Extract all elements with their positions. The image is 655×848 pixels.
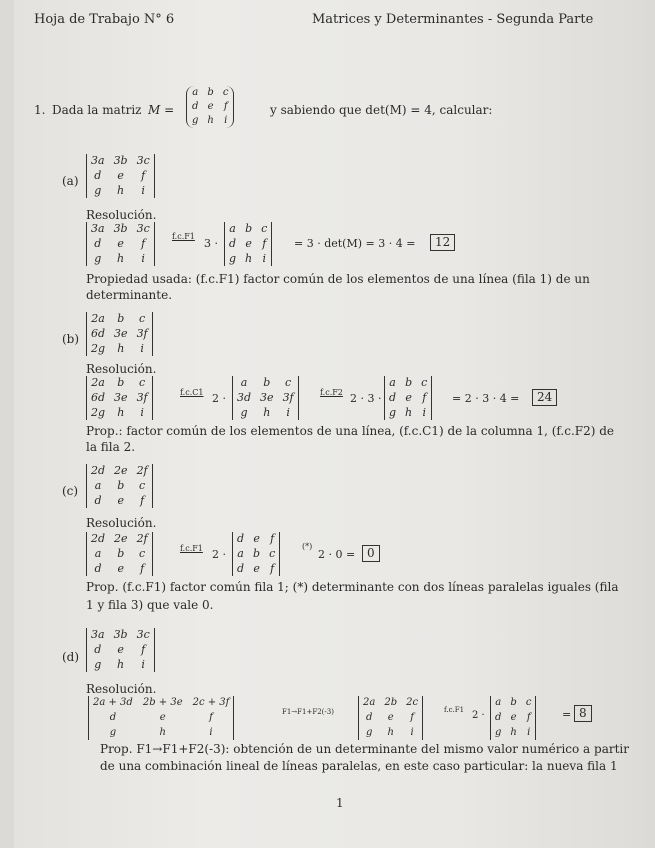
part-d-determinant: 3a 3b 3c d e f g h i	[86, 628, 155, 672]
part-c-det2: d e f a b c d e f	[232, 532, 280, 576]
worksheet-topic: Matrices y Determinantes - Segunda Parte	[312, 12, 594, 27]
problem-condition: y sabiendo que det(M) = 4, calcular:	[270, 103, 493, 117]
part-d-result: =	[562, 708, 572, 721]
part-b-det3: a b c d e f g h i	[384, 376, 432, 420]
part-b-det2: a b c 3d 3e 3f g h i	[232, 376, 299, 420]
part-d-op2: f.c.F1	[444, 706, 465, 714]
part-c-op: f.c.F1	[180, 544, 203, 553]
part-c-property-cont: 1 y fila 3) que vale 0.	[86, 598, 214, 612]
part-a-result: = 3 · det(M) = 3 · 4 =	[294, 237, 416, 250]
part-b-answer: 24	[532, 389, 557, 406]
part-d-label: (d)	[62, 650, 80, 664]
part-a-op: f.c.F1	[172, 232, 195, 241]
part-c-star: (*)	[302, 542, 313, 551]
part-d-factor: 2 ·	[472, 710, 485, 721]
part-a-property: Propiedad usada: (f.c.F1) factor común de los elementos de una línea (fila 1) de un	[86, 272, 590, 286]
part-d-step-det: 2a + 3d 2b + 3e 2c + 3f d e f g h i	[88, 696, 234, 740]
part-b-step-det: 2a b c 6d 3e 3f 2g h i	[86, 376, 153, 420]
part-d-op1: F1→F1+F2(-3)	[282, 708, 334, 716]
part-b-op1: f.c.C1	[180, 388, 204, 397]
part-b-label: (b)	[62, 332, 80, 346]
part-b-result: = 2 · 3 · 4 =	[452, 392, 520, 405]
part-c-determinant: 2d 2e 2f a b c d e f	[86, 464, 153, 508]
part-b-determinant: 2a b c 6d 3e 3f 2g h i	[86, 312, 153, 356]
part-c-answer: 0	[362, 545, 380, 562]
part-b-factor1: 2 ·	[212, 392, 226, 405]
part-d-property-cont: de una combinación lineal de líneas paralelas, en este caso particular: la nueva fila 1	[100, 759, 618, 773]
part-a-resolution-label: Resolución.	[86, 208, 157, 222]
part-a-step-det: 3a 3b 3c d e f g h i	[86, 222, 155, 266]
page-number: 1	[336, 796, 344, 810]
part-c-label: (c)	[62, 484, 79, 498]
part-c-factor: 2 ·	[212, 548, 226, 561]
part-a-answer: 12	[430, 234, 455, 251]
part-d-answer: 8	[574, 705, 592, 722]
problem-intro: Dada la matriz	[52, 103, 142, 117]
part-b-factor2: 2 · 3 ·	[350, 392, 382, 405]
part-a-determinant: 3a 3b 3c d e f g h i	[86, 154, 155, 198]
part-a-property-cont: determinante.	[86, 288, 173, 302]
matrix-name: M =	[148, 103, 175, 117]
part-b-op2: f.c.F2	[320, 388, 343, 397]
part-d-det3: a b c d e f g h i	[490, 696, 536, 740]
part-c-step-det: 2d 2e 2f a b c d e f	[86, 532, 153, 576]
part-c-resolution-label: Resolución.	[86, 516, 157, 530]
part-d-property: Prop. F1→F1+F2(-3): obtención de un determinante del mismo valor numérico a partir	[100, 742, 629, 756]
part-b-property: Prop.: factor común de los elementos de una línea, (f.c.C1) de la columna 1, (f.c.F2) de	[86, 424, 615, 438]
part-a-factor: 3 ·	[204, 237, 218, 250]
part-c-result: 2 · 0 =	[318, 548, 356, 561]
worksheet-title: Hoja de Trabajo N° 6	[34, 12, 175, 27]
part-b-resolution-label: Resolución.	[86, 362, 157, 376]
matrix-M: a b c d e f g h i	[186, 86, 234, 128]
part-d-resolution-label: Resolución.	[86, 682, 157, 696]
part-b-property-cont: la fila 2.	[86, 440, 136, 454]
part-c-property: Prop. (f.c.F1) factor común fila 1; (*) determinante con dos líneas paralelas iguales (fila	[86, 580, 619, 594]
part-a-det2: a b c d e f g h i	[224, 222, 272, 266]
problem-number: 1.	[34, 103, 46, 117]
part-d-det2: 2a 2b 2c d e f g h i	[358, 696, 423, 740]
part-a-label: (a)	[62, 174, 79, 188]
